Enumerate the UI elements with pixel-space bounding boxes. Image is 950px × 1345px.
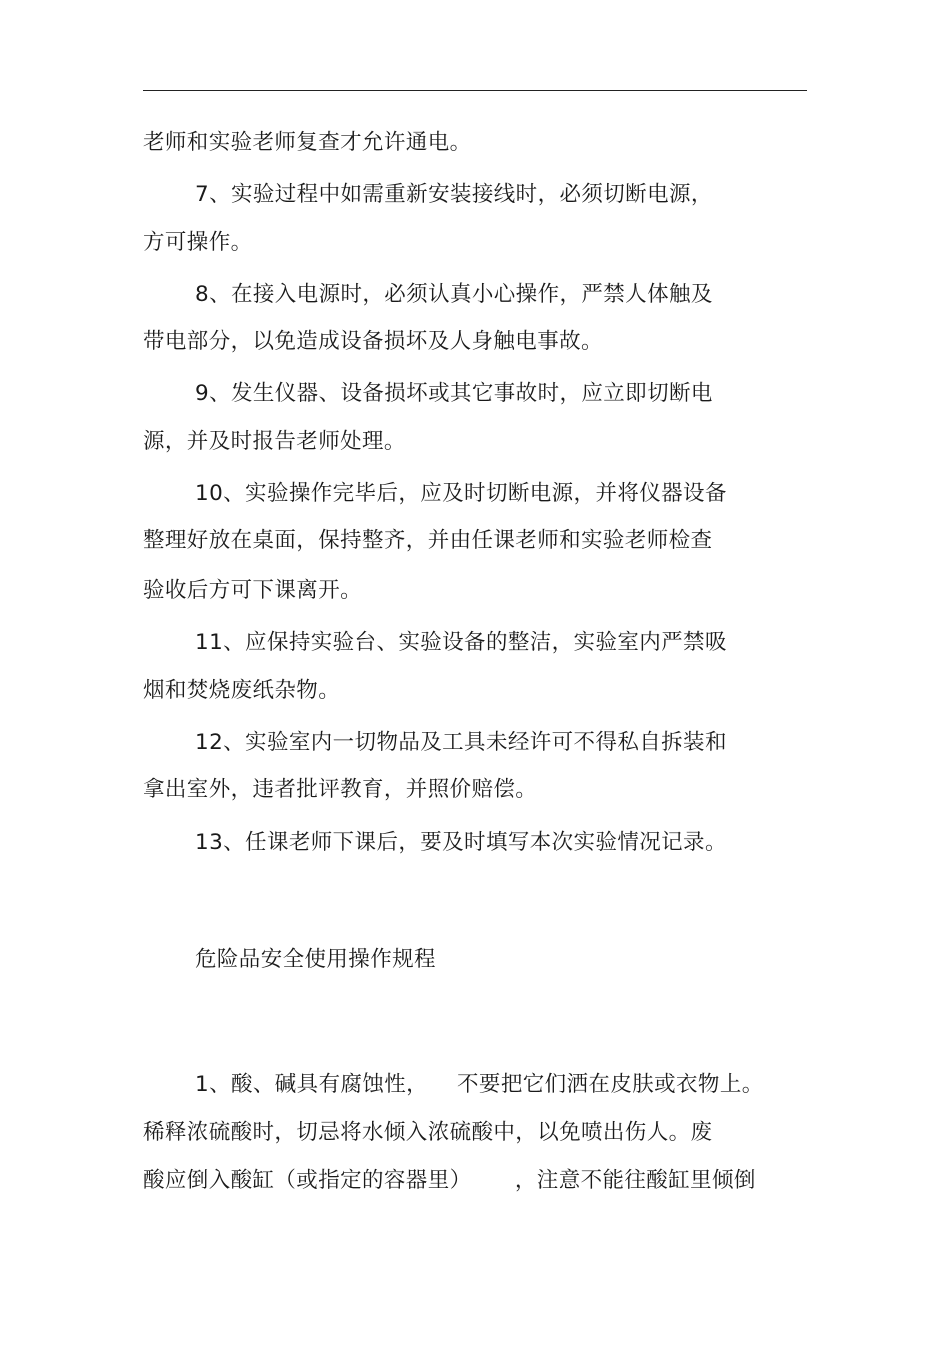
text-line: 验收后方可下课离开。 xyxy=(143,578,363,603)
text-line: 老师和实验老师复查才允许通电。 xyxy=(143,130,472,155)
text-line: 12、实验室内一切物品及工具未经许可不得私自拆装和 xyxy=(195,730,727,755)
text-line: 9、发生仪器、设备损坏或其它事故时，应立即切断电 xyxy=(195,381,713,406)
text-line: 方可操作。 xyxy=(143,230,253,255)
text-line: 1、酸、碱具有腐蚀性， 不要把它们洒在皮肤或衣物上。 xyxy=(195,1072,764,1097)
text-line: 带电部分，以免造成设备损坏及人身触电事故。 xyxy=(143,329,603,354)
text-line: 11、应保持实验台、实验设备的整洁，实验室内严禁吸 xyxy=(195,630,727,655)
text-line: 烟和焚烧废纸杂物。 xyxy=(143,678,341,703)
text-line: 源，并及时报告老师处理。 xyxy=(143,429,406,454)
text-line: 7、实验过程中如需重新安装接线时，必须切断电源， xyxy=(195,182,713,207)
text-line: 8、在接入电源时，必须认真小心操作，严禁人体触及 xyxy=(195,282,713,307)
text-line: 13、任课老师下课后，要及时填写本次实验情况记录。 xyxy=(195,830,727,855)
text-line: 稀释浓硫酸时，切忌将水倾入浓硫酸中，以免喷出伤人。废 xyxy=(143,1120,713,1145)
text-line: 拿出室外，违者批评教育，并照价赔偿。 xyxy=(143,777,538,802)
text-line: 10、实验操作完毕后，应及时切断电源，并将仪器设备 xyxy=(195,481,727,506)
section-heading: 危险品安全使用操作规程 xyxy=(195,947,436,972)
header-rule xyxy=(143,90,807,91)
text-line: 整理好放在桌面，保持整齐，并由任课老师和实验老师检查 xyxy=(143,528,713,553)
text-line: 酸应倒入酸缸（或指定的容器里） ，注意不能往酸缸里倾倒 xyxy=(143,1168,756,1193)
